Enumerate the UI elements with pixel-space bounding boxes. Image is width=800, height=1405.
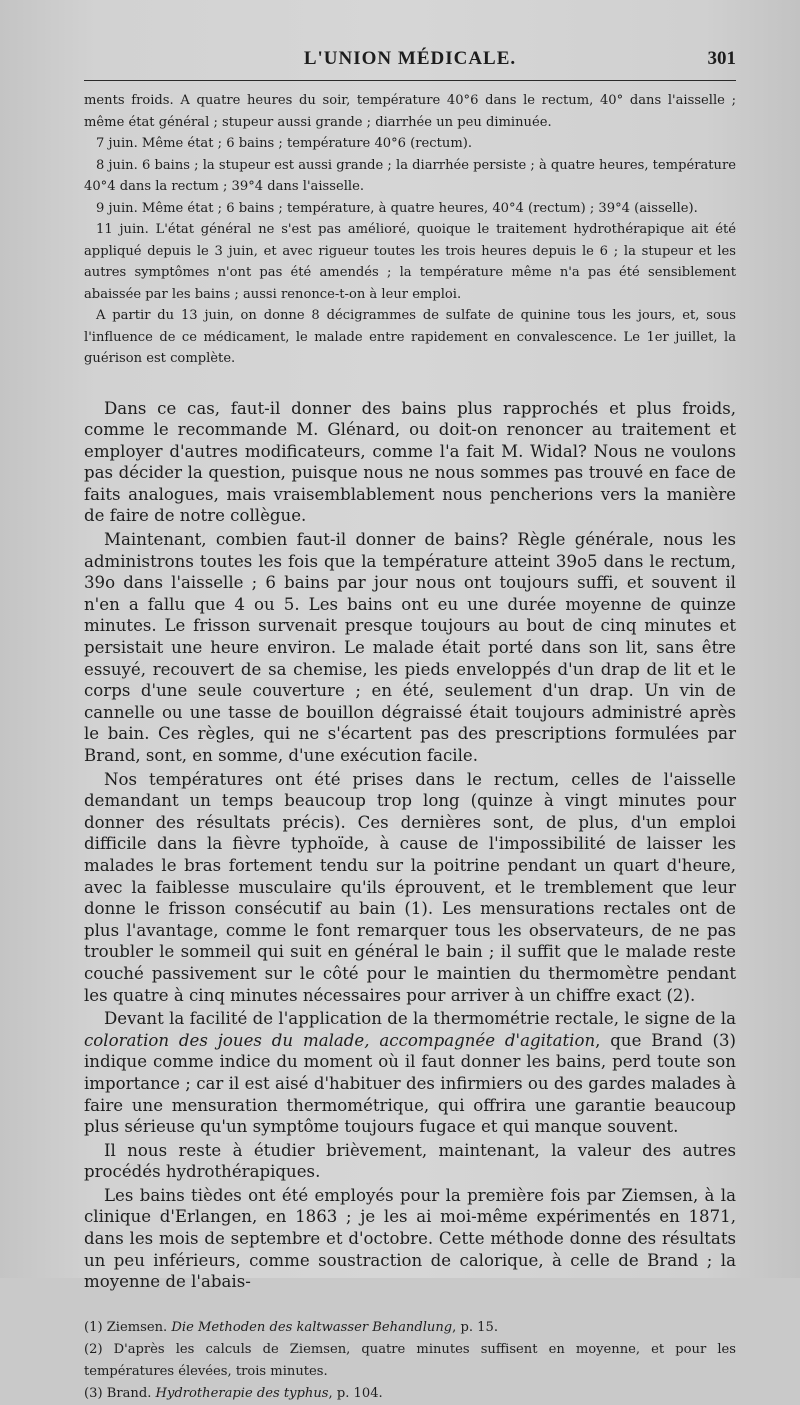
case-paragraph: 8 juin. 6 bains ; la stupeur est aussi grande ; la diarrhée persiste ; à quatre heures, température 40°4 dans la rectum ; 39°4 dans l'aisselle. bbox=[84, 157, 736, 194]
page-number: 301 bbox=[707, 48, 736, 69]
text-run: (3) Brand. bbox=[84, 1385, 156, 1401]
italic-run: coloration des joues du malade, accompagnée d'agitation bbox=[84, 1030, 596, 1050]
text-run: (1) Ziemsen. bbox=[84, 1319, 172, 1335]
running-header bbox=[84, 44, 736, 81]
text-run: Devant la facilité de l'application de la thermométrie rectale, le signe de la bbox=[104, 1009, 736, 1029]
footnote bbox=[84, 1317, 736, 1339]
body-paragraph: Maintenant, combien faut-il donner de bains? Règle générale, nous les administrons toutes les fois que la température atteint 39o5 dans le rectum, 39o dans l'aisselle ; 6 bains par jour nous ont toujours suffi, et souvent il n'en a fallu que 4 ou 5. Les bains ont eu une durée moyenne de quinze minutes. Le frisson survenait presque toujours au bout de cinq minutes et persistait une heure environ. Le malade était porté dans son lit, sans être essuyé, recouvert de sa chemise, les pieds enveloppés d'un drap de lit et le corps d'une seule couverture ; en été, seulement d'un drap. Un vin de cannelle ou une tasse de bouillon dégraissé était toujours administré après le bain. Ces règles, qui ne s'écartent pas des prescriptions formulées par Brand, sont, en somme, d'une exécution facile. bbox=[84, 530, 736, 765]
journal-title: L'UNION MÉDICALE. bbox=[303, 48, 517, 69]
case-paragraph: 7 juin. Même état ; 6 bains ; température 40°6 (rectum). bbox=[96, 136, 473, 151]
page-content bbox=[84, 90, 737, 1401]
text-run: , p. 15. bbox=[452, 1319, 498, 1335]
body-paragraph: Il nous reste à étudier brièvement, maintenant, la valeur des autres procédés hydrothérapiques. bbox=[84, 1140, 736, 1182]
body-paragraph: Nos températures ont été prises dans le rectum, celles de l'aisselle demandant un temps beaucoup trop long (quinze à vingt minutes pour donner des résultats précis). Ces dernières sont, de plus, d'un emploi difficile dans la fièvre typhoïde, à cause de l'impossibilité de laisser les malades le bras fortement tendu sur la poitrine pendant un quart d'heure, avec la faiblesse musculaire qu'ils éprouvent, et le tremblement que leur donne le frisson consécutif au bain (1). Les mensurations rectales ont de plus l'avantage, comme le font remarquer tous les observateurs, de ne pas troubler le sommeil qui suit en général le bain ; il suffit que le malade reste couché passivement sur le côté pour le maintien du thermomètre pendant les quatre à cinq minutes nécessaires pour arriver à un chiffre exact (2). bbox=[84, 769, 736, 1005]
footnote bbox=[84, 1383, 736, 1405]
italic-run: Hydrotherapie des typhus bbox=[155, 1385, 329, 1401]
case-paragraph: 11 juin. L'état général ne s'est pas amélioré, quoique le traitement hydrothérapique ait été appliqué depuis le 3 juin, et avec rigueur toutes les trois heures depuis le 6 ; la stupeur et les autres symptômes n'ont pas été amendés ; la température même n'a pas été sensiblement abaissée par les bains ; aussi renonce-t-on à leur emploi. bbox=[84, 222, 736, 302]
footnote: (2) D'après les calculs de Ziemsen, quatre minutes suffisent en moyenne, et pour les températures élevées, trois minutes. bbox=[84, 1341, 736, 1379]
case-paragraph: 9 juin. Même état ; 6 bains ; température, à quatre heures, 40°4 (rectum) ; 39°4 (aisselle). bbox=[96, 200, 698, 216]
body-paragraph: Les bains tièdes ont été employés pour la première fois par Ziemsen, à la clinique d'Erlangen, en 1863 ; je les ai moi-même expérimentés en 1871, dans les mois de septembre et d'octobre. Cette méthode donne des résultats un peu inférieurs, comme soustraction de calorique, à celle de Brand ; la moyenne de l'abais- bbox=[84, 1185, 736, 1292]
body-paragraph bbox=[84, 1008, 736, 1138]
case-paragraph: ments froids. A quatre heures du soir, température 40°6 dans le rectum, 40° dans l'aisselle ; même état général ; stupeur aussi grande ; diarrhée un peu diminuée. bbox=[84, 93, 736, 130]
text-run: , que Brand (3) indique comme indice du moment où il faut donner les bains, perd toute son importance ; car il est aisé d'habituer des infirmiers ou des gardes malades à faire une mensuration thermométrique, qui offrira une garantie beaucoup plus sérieuse qu'un symptôme toujours fugace et qui manque souvent. bbox=[84, 1030, 737, 1137]
body-paragraph: Dans ce cas, faut-il donner des bains plus rapprochés et plus froids, comme le recommande M. Glénard, ou doit-on renoncer au traitement et employer d'autres modificateurs, comme l'a fait M. Widal? Nous ne voulons pas décider la question, puisque nous ne nous sommes pas trouvé en face de faits analogues, mais vraisemblablement nous pencherions vers la manière de faire de notre collègue. bbox=[84, 398, 736, 526]
case-paragraph: A partir du 13 juin, on donne 8 décigrammes de sulfate de quinine tous les jours, et, sous l'influence de ce médicament, le malade entre rapidement en convalescence. Le 1er juillet, la guérison est complète. bbox=[84, 308, 736, 366]
italic-run: Die Methoden des kaltwasser Behandlung bbox=[171, 1319, 453, 1335]
footnotes bbox=[84, 1317, 736, 1405]
main-text bbox=[84, 398, 736, 1293]
text-run: , p. 104. bbox=[328, 1385, 383, 1401]
case-report bbox=[84, 90, 736, 370]
